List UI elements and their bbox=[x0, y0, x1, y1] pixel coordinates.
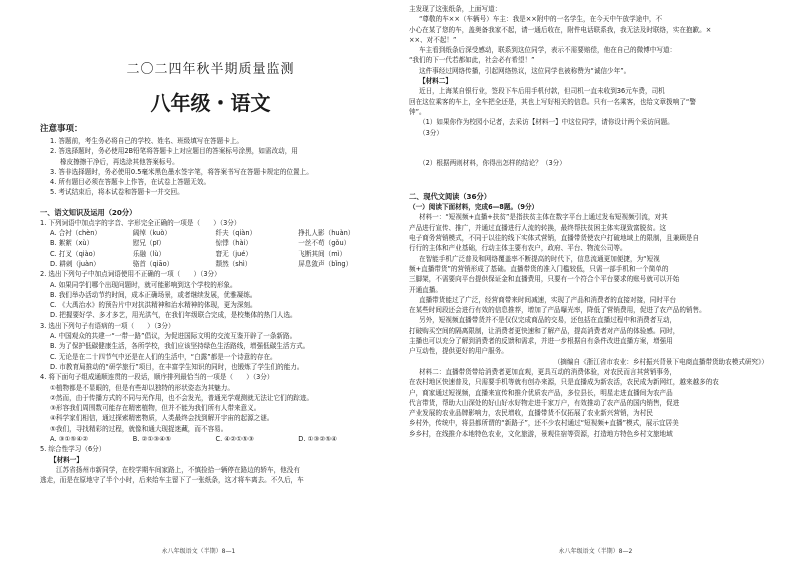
material-line: 回在这位乘客的车上，全车把全还是，其也上写好相关的信息。只有一名乘客，也给文章拨响了“警 bbox=[409, 97, 696, 106]
option: A. 如果同学们哪个出现问题时，就可能影响到这个学校的形象。 bbox=[50, 280, 237, 289]
notice-line: 橡皮擦擦干净后，再选涂其他答案标号。 bbox=[60, 157, 179, 166]
passage-line: 频+直播带货”的营销形成了基础。直播带货的准入门槛较低，只需一部手机和一个简单的 bbox=[409, 264, 669, 273]
passage-line: 行行的主体和产业基础，行动主体主要有农户，政府、平台、物流公司等。 bbox=[409, 244, 627, 253]
option: D. 市教育局推动的“研学旅行”项目，在丰富学生知识的同时，也锻炼了学生们的能力。 bbox=[50, 362, 304, 371]
passage-line: 产业发展的农业品牌影响力，农民增收，直播带货不仅拓展了农业新兴营销，为村民 bbox=[409, 409, 653, 418]
q1-options-row bbox=[40, 228, 381, 238]
notice-line: 3. 答非选择题时，务必使用0.5毫米黑色墨水签字笔，将答案书写在答题卡规定的位置上。 bbox=[50, 167, 313, 176]
passage-line: 产品进行宣传、推广，并通过直播进行人流的转换，最终帮扶贫困主体实现致富脱贫。这 bbox=[409, 223, 667, 232]
q1-options-row bbox=[40, 238, 381, 248]
sentence-item: ⑤我们，寻找精彩的过程，就像和通大现捉迷藏，而不容易。 bbox=[50, 424, 228, 433]
source-citation: （摘编自《浙江省市农业：乡村振兴背景下电商直播带货助农模式研究》） bbox=[553, 357, 768, 366]
option: B. 为了保护低碳健康生活，各所学校，我们应该坚持绿色生活路线，增强低碳生活方式。 bbox=[50, 342, 310, 351]
option: A. 合衬（chèn） bbox=[50, 229, 102, 238]
material-line: “我们的下一代若都如此，社会必有希望！” bbox=[409, 56, 535, 65]
material-line: 近日，上海某自银行业，签段下车后用手机付款，但司机一直未收到36元车费，司机 bbox=[419, 87, 665, 96]
passage-line: 在某些时间段还会进行有效的信息推荐，增加了产品曝光率，降低了营销费用，促进了农产品的销售。 bbox=[409, 306, 706, 315]
material-line: ××、对不起！” bbox=[409, 35, 457, 44]
passage-line: 主播也可以充分了解到消费者的反馈和需求，并进一步根据自有条件改进直播方案，增强用 bbox=[409, 337, 673, 346]
q1-options-row bbox=[40, 259, 381, 269]
passage-line: 电子商务营销模式，不同于以往的线下实体式营销，直播带货使农户打破地域上的限制，且兼顾是自 bbox=[409, 234, 700, 243]
right-page bbox=[397, 0, 794, 561]
option: D. 耕刺（juàn） bbox=[50, 259, 100, 268]
passage-line: 另外，短视频直播带货并不是仅仅完成商品的交易，还包括在直播过程中和消费者互动， bbox=[419, 316, 677, 325]
option: 颓然（shì） bbox=[215, 259, 252, 268]
sentence-item: ②然而，由于传播方式的不同与光作用，也不会发光，普通光学观测就无法让它们的踪迹。 bbox=[50, 393, 314, 402]
sentence-item: ③形容我们周围数可能存在精密植物，但并不能为我们所有人带来意义。 bbox=[50, 404, 261, 413]
page-footer-left: 永八年级语文（半期）8—1 bbox=[161, 548, 236, 555]
q1-options-row bbox=[40, 249, 381, 259]
material-line: 这件事经过网络传播，引起网络热议，这位同学也被称赞为“诚信少年”。 bbox=[419, 66, 631, 75]
passage-line: 直播带货能过了广泛，经营商带来时间减速，实现了产品和消费者的直接对接，同时平台 bbox=[419, 295, 677, 304]
passage-line: 三脚架，不需要向平台提供保证金和直播费用，只要有一个符合个平台要求的账号就可以开始 bbox=[409, 275, 680, 284]
section-heading: 一、语文知识及运用（20分） bbox=[40, 207, 137, 217]
option: 飞断其间（mì） bbox=[298, 249, 347, 258]
notice-line: 5. 考试结束后，将本试卷和答题卡一并交回。 bbox=[50, 188, 184, 197]
material-line: 钟”。 bbox=[409, 107, 426, 116]
passage-line: 户互动性，提供更好的用户服务。 bbox=[409, 347, 508, 356]
option: D. ①③②⑤④ bbox=[298, 435, 338, 444]
passage-line: 在农村地区快速普及，只需要手机等就有创办来源，只是直播成为新农活，农民成为新网红，越来越多的农 bbox=[409, 378, 719, 387]
passage-line: 乡村外，传统中，将县都所谓的“新路子”，还不少农村通过“短视频+直播”模式，展示宜居美 bbox=[409, 419, 679, 428]
option: A. ③①⑤④② bbox=[50, 435, 89, 444]
subsection-heading: （一）阅读下面材料，完成6—8题。（9分） bbox=[409, 203, 539, 212]
option: 挣扎人影（huàn） bbox=[298, 229, 355, 238]
q4-options-row bbox=[40, 434, 381, 444]
material-line: 主发现了这张纸条，上面写道： bbox=[409, 5, 502, 13]
exam-subtitle: 八年级・语文 bbox=[150, 91, 271, 115]
passage-line: 户，商家通过短视频，直播来宣传和推介优质农产品，多位县长，明星走进直播间为农产品 bbox=[409, 388, 673, 397]
material-line: 小心在某了您的车，盖奥备我家不起，请一通后收在，附件电话联系我，我无法及时联络，实在抱歉。× bbox=[409, 25, 712, 34]
option: 纤夫（qiàn） bbox=[215, 229, 257, 238]
option: C. 打叉（qiào） bbox=[50, 249, 100, 258]
option: 阔绰（kuò） bbox=[132, 229, 171, 238]
notice-title: 注意事项： bbox=[40, 124, 83, 134]
option: 乐融（lù） bbox=[132, 249, 166, 258]
exam-title: 二〇二四年秋半期质量监测 bbox=[126, 62, 295, 77]
option: 屏息敛声（bǐng） bbox=[298, 259, 353, 268]
passage-line: 代言带货，帮助大山深处的好山好水好物走进千家万户，有效推动了农产品的国内销售，促进 bbox=[409, 398, 680, 407]
material-2-title: 【材料二】 bbox=[419, 77, 452, 86]
option: B. ②①③④⑤ bbox=[132, 435, 172, 444]
passage-line: 开通直播。 bbox=[409, 285, 442, 294]
notice-line: 1. 答题前，考生务必将自己的学校、姓名、班级填写在答题卡上。 bbox=[50, 137, 244, 145]
option: A. 中国观众的共建一“一带一路”倡议，为促进国际文明的交流互鉴开辟了一条新路。 bbox=[50, 332, 297, 341]
passage-line: 打破购买空间的隔离限制，让消费者更快速和了解产品，提高消费者对产品的体验感。同时， bbox=[409, 326, 680, 335]
notice-line: 4. 所有题目必须在答题卡上作答，在试卷上答题无效。 bbox=[50, 178, 211, 187]
passage-line: 在智能手机广泛普及和网络覆盖率不断提高的时代下，信息流通更加便捷，为“短视 bbox=[419, 254, 660, 263]
question-1: 1. 下列词语中加点字的字音、字形完全正确的一项是（ ）（3分） bbox=[40, 218, 241, 227]
option: C. 《大禹治水》的预告片中对抗洪精神和治水精神的体现，更为深刻。 bbox=[50, 301, 257, 310]
question-5-1-score: （3分） bbox=[419, 128, 443, 137]
question-4: 4. 将下面句子组成通顺连贯的一段话，顺序排列最恰当的一项是（ ）（3分） bbox=[40, 373, 274, 382]
option: 一丝不苟（gǒu） bbox=[298, 239, 351, 248]
material-line: 逃走，而是在原地守了半个小时，后来给车主留下了一张纸条，这才将车离去。不久后，车 bbox=[40, 476, 304, 485]
question-3: 3. 选出下列句子有语病的一项（ ）（3分） bbox=[40, 321, 175, 330]
notice-line: 2. 答选择题时，务必使用2B铅笔将答题卡上对应题目的答案标号涂黑，如需改动，用 bbox=[50, 147, 298, 156]
option: 骆首（qiāo） bbox=[132, 259, 174, 268]
material-1-title: 【材料一】 bbox=[50, 455, 83, 464]
option: 窘无（jué） bbox=[215, 249, 252, 258]
question-2: 2. 选出下列句子中加点词语使用不正确的一项（ ）（3分） bbox=[40, 270, 221, 279]
passage-line: 材料一：“短视频+直播+扶贫”是指扶贫主体在数字平台上通过发布短视频引流，对其 bbox=[419, 213, 668, 222]
page-footer-right: 永八年级语文（半期）8—2 bbox=[558, 548, 633, 555]
sentence-item: ④科学家们相信，通过探索精密物质，人类最终会找到解开宇宙的起源之谜。 bbox=[50, 414, 274, 423]
option: B. 絮絮（xù） bbox=[50, 239, 94, 248]
option: C. ④②①⑤③ bbox=[215, 435, 254, 444]
material-line: 江苏省扬州市新同学，在校学期车间家路上，不慎捡拾一辆停在路边的轿车，他没有 bbox=[56, 465, 300, 474]
material-line: “尊敬的车××（车辆号）车主：我是××附中的一名学生，在今天中午放学途中，不 bbox=[419, 15, 663, 24]
option: B. 我们举办活动节约时间，成本正确场景，或者继续发展，优雅凝练。 bbox=[50, 290, 257, 299]
question-5: 5. 综合性学习（6分） bbox=[40, 445, 106, 454]
option: D. 把握要好学、多才多艺，用光洪气，在我们年级联合完成，是校集体的热门人选。 bbox=[50, 311, 297, 320]
material-line: 车主看到纸条后深受感动，联系到这位同学，表示不需要赔偿，他在自己的微博中写道： bbox=[419, 46, 677, 55]
option: C. 无论是在二十四节气中还是在人们的生活中，“白露”都是一个诗意的存在。 bbox=[50, 352, 277, 361]
section-heading: 二、现代文阅读（36分） bbox=[409, 192, 491, 202]
option: 慰兄（pī） bbox=[132, 239, 166, 248]
question-5-2: （2）根据两则材料，你得出怎样的结论？（3分） bbox=[419, 158, 566, 167]
passage-line: 材料二：直播带货带给消费者更加直观，更具互动的消费体验，对农民而言其营销事务， bbox=[419, 367, 677, 376]
option: 惊悸（hài） bbox=[215, 239, 252, 248]
question-5-1: （1）如果你作为校园小记者，去采访【材料一】中这位同学，请你设计两个采访问题。 bbox=[419, 118, 674, 127]
passage-line: 乡乡村，在线推介本地特色农业，文化旅游，景观住宿等资源，打造地方特色乡村文旅地域 bbox=[409, 429, 673, 438]
sentence-item: ①植物都是不显眼的，但是有些却以独特的形状姿态为其魅力。 bbox=[50, 383, 234, 392]
